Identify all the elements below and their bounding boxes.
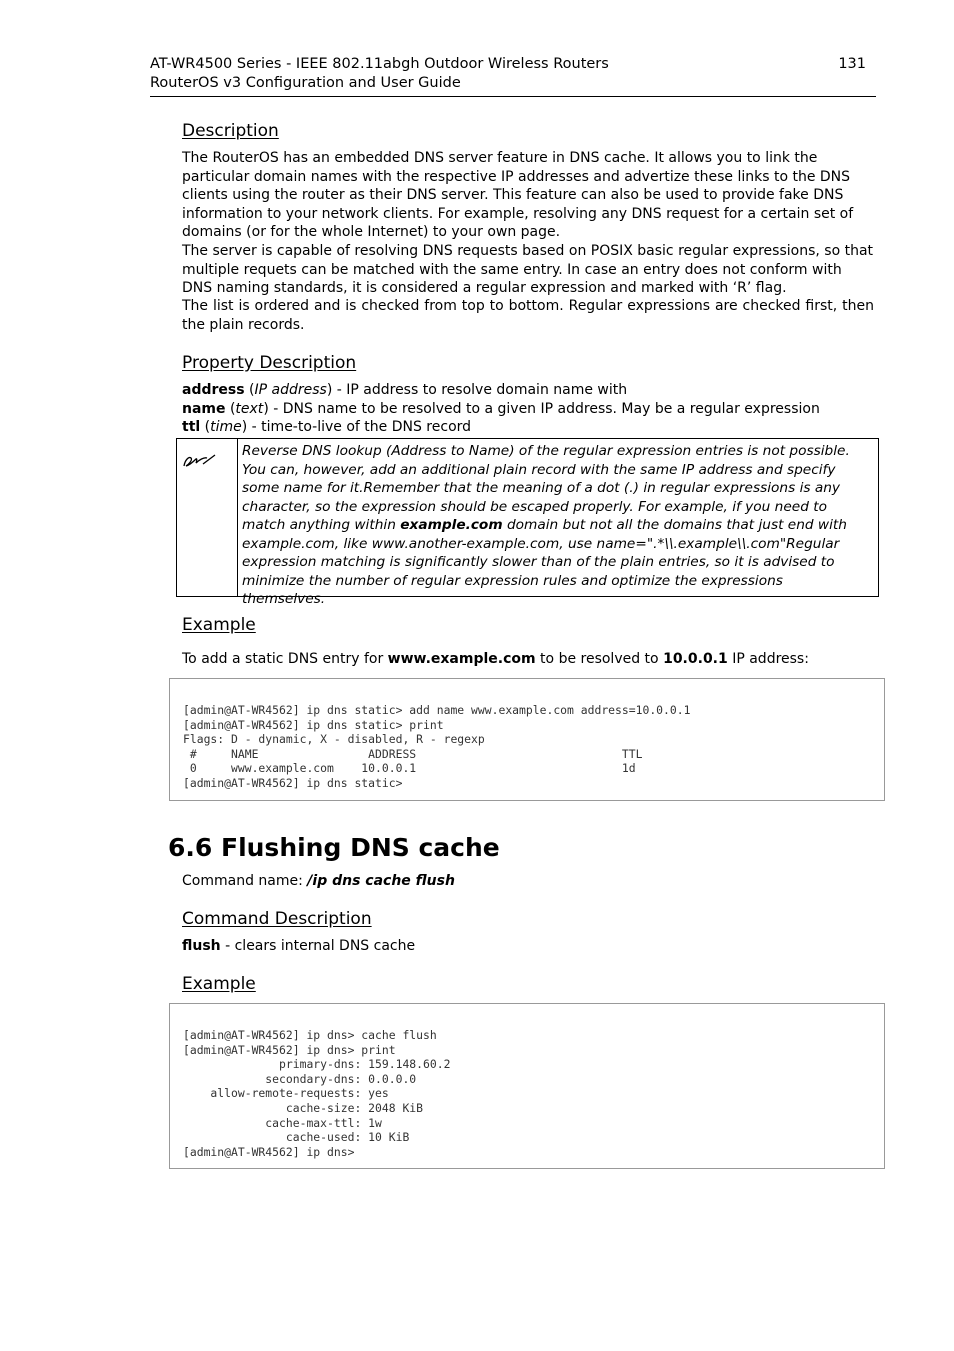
header-rule bbox=[150, 96, 876, 97]
description-paragraph-1: The RouterOS has an embedded DNS server feature in DNS cache. It allows you to link the particular domain names with the respective IP addresses and advertize these links to the DNS clients using the router as their DNS server. This feature can also be used to provide fake DNS information to your network clients. For example, resolving any DNS request for a certain set of domains (or for the whole Internet) to your own page. bbox=[182, 150, 854, 240]
code-static-dns: [admin@AT-WR4562] ip dns static> add name www.example.com address=10.0.0.1 [admin@AT-WR4562] ip dns static> print Flags: D - dynamic, X - disabled, R - regexp # NAME ADDRESS TTL 0 www.example.com 10.0.0.1 1d [admin@AT-WR4562] ip dns static> bbox=[183, 703, 691, 790]
description-paragraph-2: The server is capable of resolving DNS requests based on POSIX basic regular expressions, so that multiple requets can be matched with the same entry. In case an entry does not conform with DNS naming standards, it is considered a regular expression and marked with ‘R’ flag. bbox=[182, 243, 874, 296]
note-text: Reverse DNS lookup (Address to Name) of the regular expression entries is not possible. You can, however, add an additional plain record with the same IP address and specify some name for it.Remember that the meaning of a dot (.) in regular expressions is any character, so the expression should be escaped properly. For example, if you need to match anything within example.com domain but not all the domains that just end with example.com, like www.another-example.com, use name=".*\\.example\\.com"Regular expression matching is significantly slower than of the plain entries, so it is advised to minimize the number of regular expression rules and optimize the expressions themselves. bbox=[242, 443, 850, 607]
example-heading-2: Example bbox=[182, 974, 256, 994]
code-dns-flush: [admin@AT-WR4562] ip dns> cache flush [admin@AT-WR4562] ip dns> print primary-dns: 159.148.60.2 secondary-dns: 0.0.0.0 allow-remote-requests: yes cache-size: 2048 KiB cache-max-ttl: 1w cache-used: 10 KiB [admin@AT-WR4562] ip dns> bbox=[183, 1028, 451, 1159]
property-list bbox=[182, 381, 874, 437]
note-box bbox=[176, 438, 879, 607]
note-icon-cell bbox=[177, 439, 238, 596]
section-title: 6.6 Flushing DNS cache bbox=[168, 833, 500, 862]
property-address: address (IP address) - IP address to resolve domain name with bbox=[182, 382, 628, 398]
example-heading-1: Example bbox=[182, 615, 256, 635]
example-intro: To add a static DNS entry for www.example.com to be resolved to 10.0.0.1 IP address: bbox=[182, 651, 809, 667]
header-title-line1: AT-WR4500 Series - IEEE 802.11abgh Outdoor Wireless Routers bbox=[150, 56, 609, 72]
code-block-dns-flush bbox=[169, 1003, 885, 1169]
note-pen-icon bbox=[182, 452, 218, 470]
header-title-line2: RouterOS v3 Configuration and User Guide bbox=[150, 75, 461, 91]
property-description-heading: Property Description bbox=[182, 353, 357, 373]
property-ttl: ttl (time) - time-to-live of the DNS record bbox=[182, 419, 472, 435]
command-flush-description: flush - clears internal DNS cache bbox=[182, 938, 416, 954]
command-name-line: Command name: /ip dns cache flush bbox=[182, 873, 455, 889]
page-header bbox=[150, 55, 876, 93]
description-heading: Description bbox=[182, 121, 279, 141]
page-number: 131 bbox=[838, 56, 866, 72]
description-paragraph-3: The list is ordered and is checked from top to bottom. Regular expressions are checked first, then the plain records. bbox=[182, 298, 874, 333]
command-description-heading: Command Description bbox=[182, 909, 372, 929]
code-block-static-dns bbox=[169, 678, 885, 801]
property-name: name (text) - DNS name to be resolved to a given IP address. May be a regular expression bbox=[182, 400, 820, 417]
